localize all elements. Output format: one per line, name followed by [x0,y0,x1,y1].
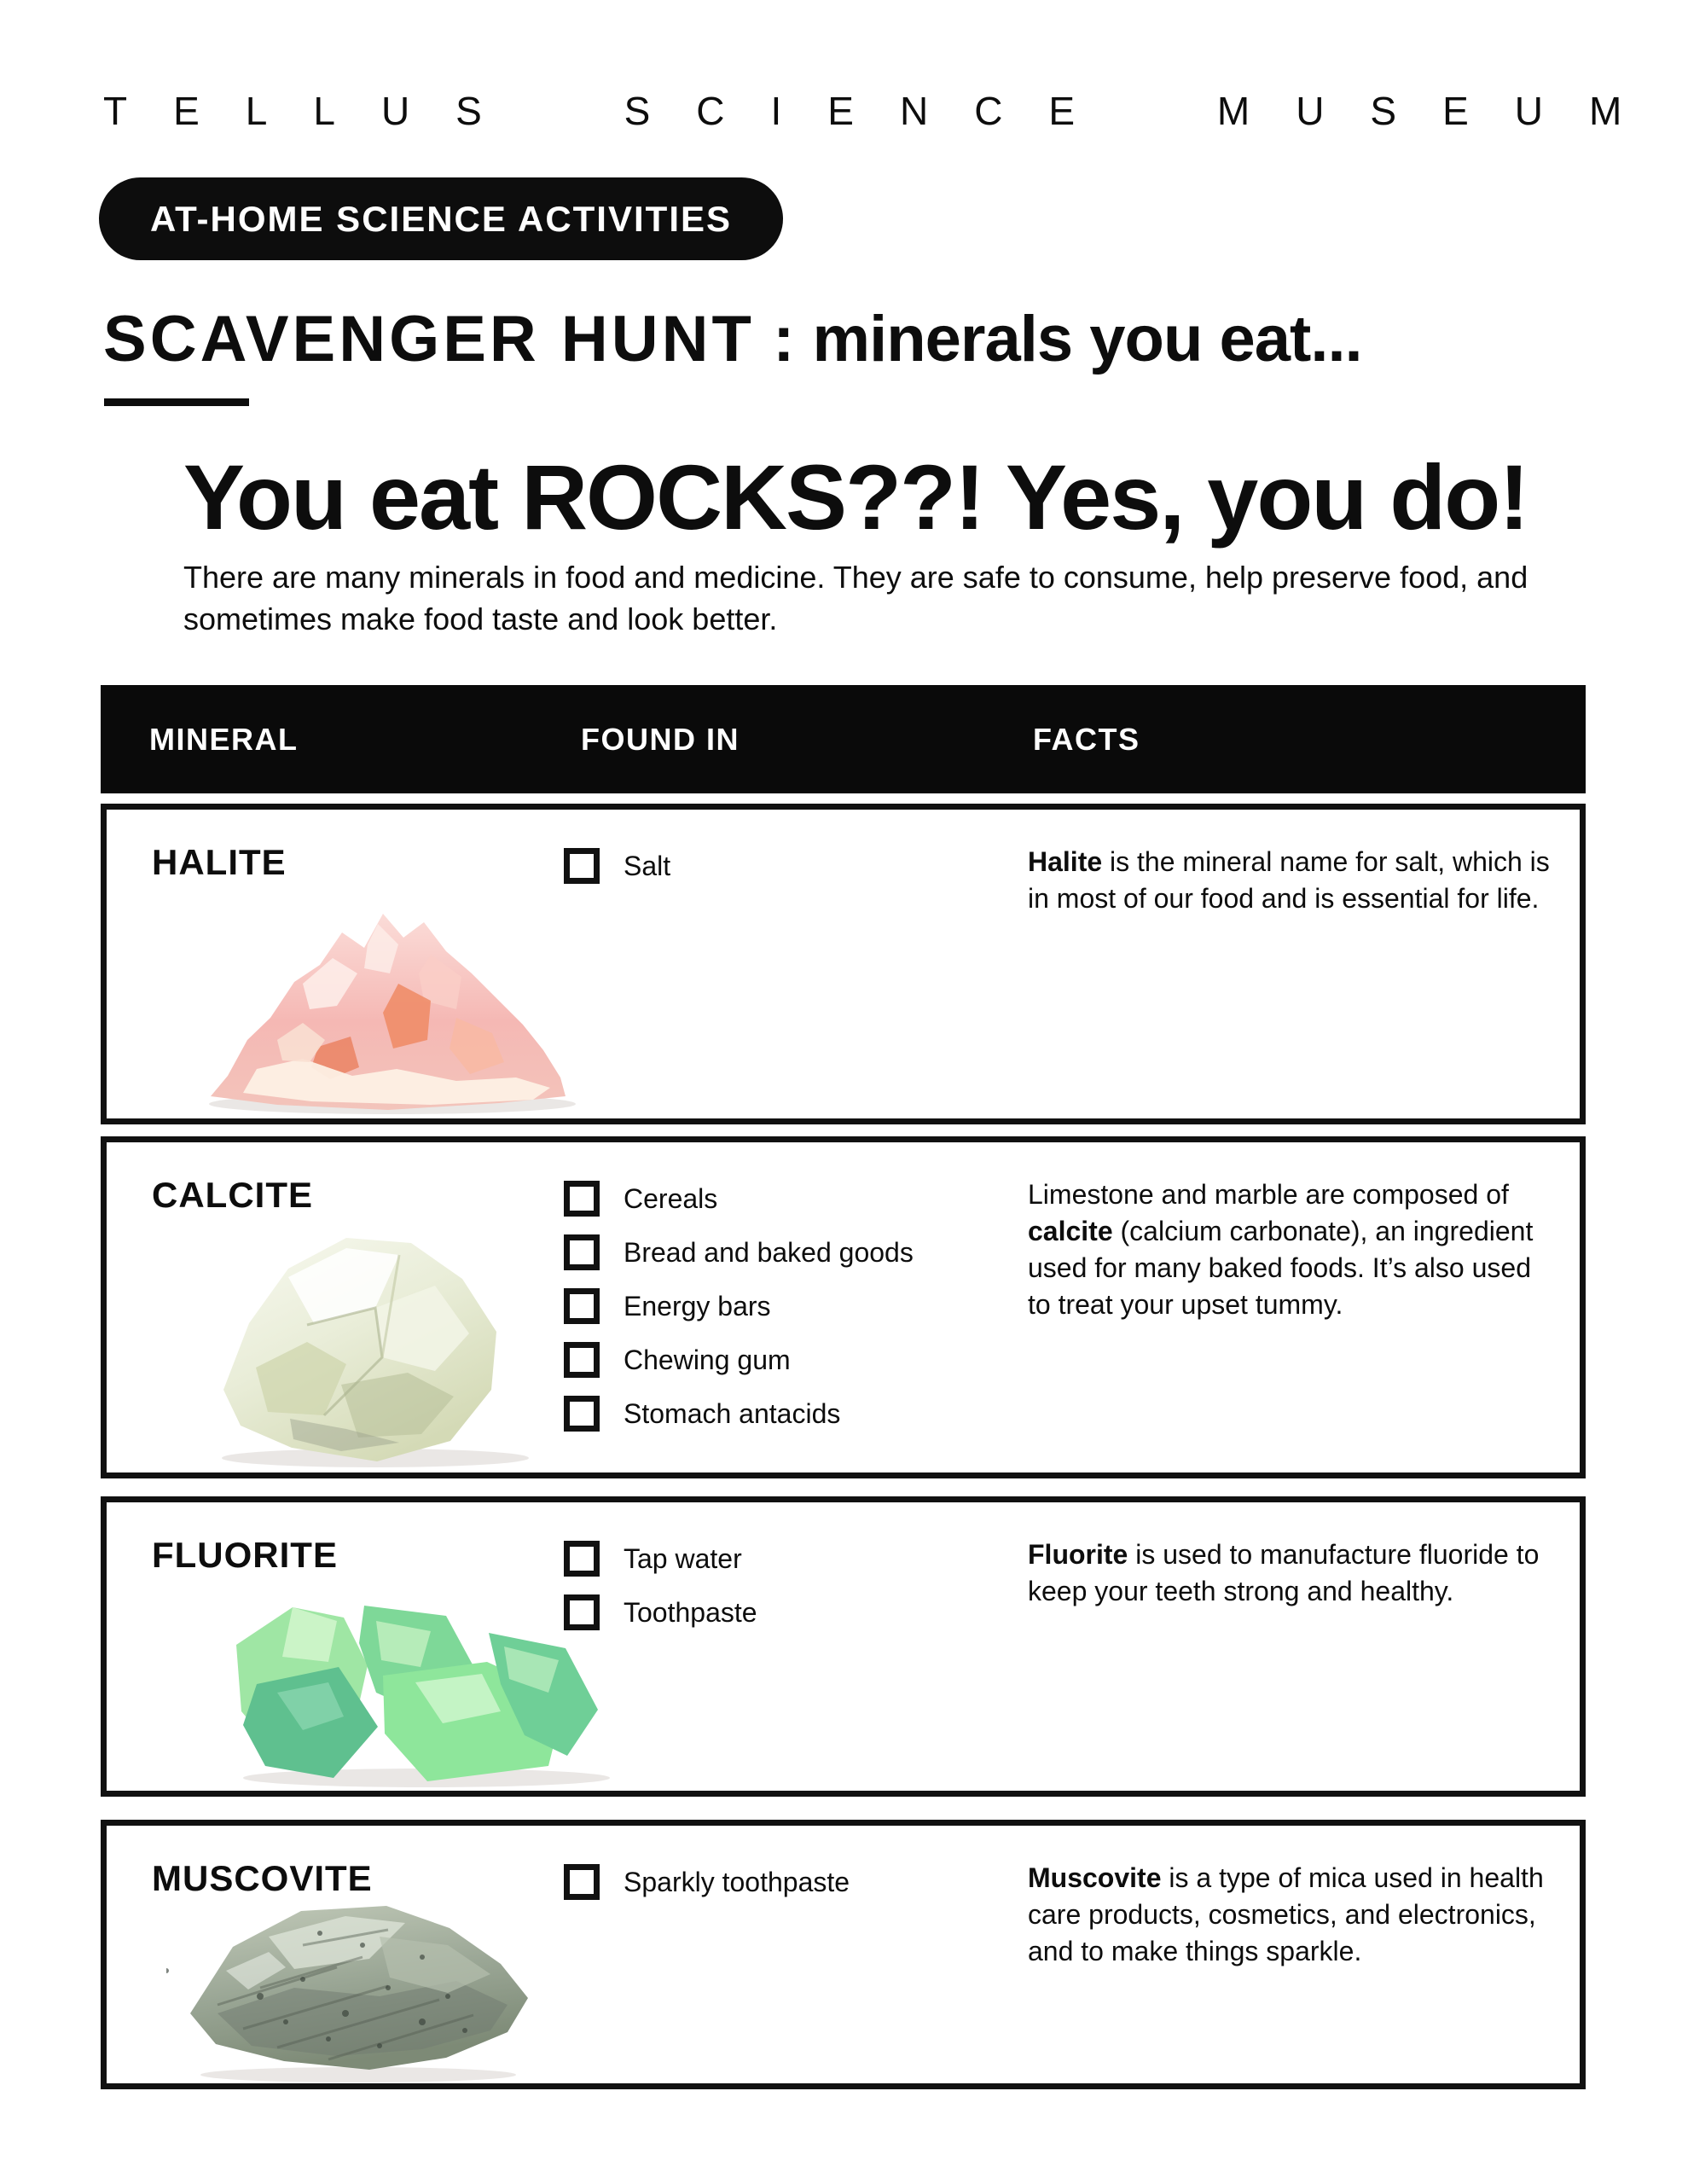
page-title [103,300,1362,379]
mineral-name: HALITE [152,842,287,882]
checkbox-tap-water[interactable] [564,1541,600,1577]
mineral-row-calcite [101,1136,1586,1478]
mineral-name: CALCITE [152,1175,313,1215]
mineral-name: FLUORITE [152,1535,338,1575]
fact-text [1028,1536,1552,1610]
checklist-label: Salt [624,851,671,881]
mineral-row-fluorite [101,1496,1586,1797]
title-scavenger-hunt: SCAVENGER HUNT [103,303,755,375]
activities-badge [99,177,783,260]
intro-paragraph: There are many minerals in food and medicine. They are safe to consume, help preserve food, and sometimes make food taste and look better. [183,560,1528,636]
fact-bold-term: Halite [1028,846,1103,877]
mineral-row-halite [101,804,1586,1124]
checklist-item [564,1234,914,1270]
checklist-label: Cereals [624,1183,718,1214]
checklist-label: Tap water [624,1543,742,1574]
checkbox-bread-and-baked-goods[interactable] [564,1234,600,1270]
found-in-list [564,848,670,902]
column-header-facts: FACTS [1033,722,1140,757]
checklist-label: Stomach antacids [624,1398,841,1429]
title-separator: : [754,303,813,375]
muscovite-specimen-photo [166,1885,550,2083]
activities-badge-label: AT-HOME SCIENCE ACTIVITIES [149,198,733,239]
checklist-item [564,1864,850,1900]
checklist-label: Toothpaste [624,1597,757,1628]
museum-wordmark: TELLUS SCIENCE MUSEUM [103,89,1668,133]
mineral-row-muscovite [101,1820,1586,2089]
column-header-mineral: MINERAL [149,722,299,757]
fact-text [1028,844,1552,917]
checklist-item [564,1181,914,1217]
checklist-item [564,1396,914,1432]
checklist-label: Chewing gum [624,1345,791,1375]
title-minerals-you-eat: minerals you eat... [812,303,1362,375]
checkbox-toothpaste[interactable] [564,1594,600,1630]
fact-text [1028,1860,1552,1970]
checkbox-energy-bars[interactable] [564,1288,600,1324]
checklist-item [564,1541,757,1577]
checklist-item [564,1342,914,1378]
found-in-list [564,1864,850,1918]
fact-after: (calcium carbonate), an ingredient used for many baked foods. It’s also used to treat your upset tummy. [1028,1216,1534,1320]
mineral-name: MUSCOVITE [152,1858,373,1898]
found-in-list [564,1541,757,1648]
found-in-list [564,1181,914,1449]
column-header-found-in: FOUND IN [581,722,740,757]
checkbox-sparkly-toothpaste[interactable] [564,1864,600,1900]
table-header [101,685,1586,793]
fact-after: is a type of mica used in health care products, cosmetics, and electronics, and to make things sparkle. [1028,1862,1544,1966]
title-underline [104,398,249,406]
fact-after: is the mineral name for salt, which is in most of our food and is essential for life. [1028,846,1550,914]
headline: You eat ROCKS??! Yes, you do! [183,445,1528,549]
fact-after: is used to manufacture fluoride to keep your teeth strong and healthy. [1028,1539,1540,1606]
checklist-label: Bread and baked goods [624,1237,914,1268]
fact-text [1028,1176,1552,1323]
checklist-label: Energy bars [624,1291,771,1321]
checklist-label: Sparkly toothpaste [624,1867,850,1897]
fact-before: Limestone and marble are composed of [1028,1179,1509,1210]
checkbox-cereals[interactable] [564,1181,600,1217]
halite-specimen-photo [175,873,601,1116]
checkbox-salt[interactable] [564,848,600,884]
checkbox-chewing-gum[interactable] [564,1342,600,1378]
fact-bold-term: Fluorite [1028,1539,1128,1570]
fact-bold-term: calcite [1028,1216,1113,1246]
checklist-item [564,848,670,884]
checklist-item [564,1594,757,1630]
calcite-specimen-photo [179,1214,580,1470]
checkbox-stomach-antacids[interactable] [564,1396,600,1432]
checklist-item [564,1288,914,1324]
fact-bold-term: Muscovite [1028,1862,1162,1893]
